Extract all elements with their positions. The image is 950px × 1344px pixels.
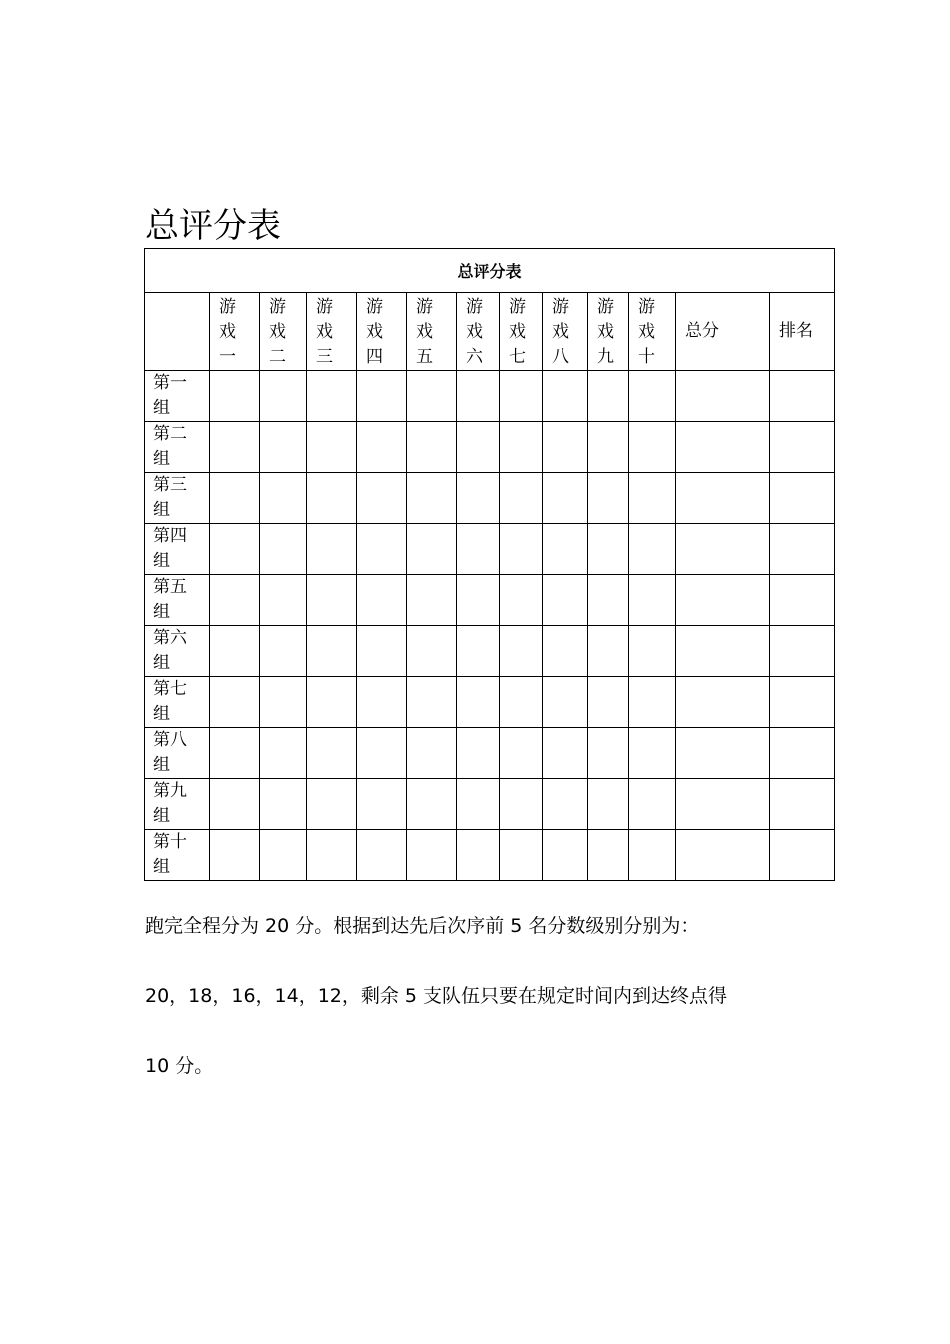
group-label: 第八组 — [153, 730, 187, 775]
score-cell[interactable] — [588, 524, 629, 575]
score-cell[interactable] — [357, 677, 407, 728]
score-cell[interactable] — [588, 830, 629, 881]
score-cell[interactable] — [500, 677, 543, 728]
score-cell[interactable] — [307, 830, 357, 881]
score-cell[interactable] — [543, 473, 588, 524]
score-cell[interactable] — [457, 677, 500, 728]
table-row — [145, 473, 835, 524]
score-cell[interactable] — [500, 728, 543, 779]
header-game-label: 游戏二 — [269, 297, 286, 367]
header-game-4 — [357, 293, 407, 371]
scoring-rule-line-1: 跑完全程分为 20 分。根据到达先后次序前 5 名分数级别分别为： — [145, 915, 700, 937]
score-cell[interactable] — [543, 626, 588, 677]
score-cell[interactable] — [770, 779, 835, 830]
header-game-6 — [457, 293, 500, 371]
group-label: 第四组 — [153, 526, 187, 571]
score-cell[interactable] — [357, 575, 407, 626]
header-game-label: 游戏六 — [466, 297, 483, 367]
score-table — [144, 248, 835, 881]
score-cell[interactable] — [770, 575, 835, 626]
score-cell[interactable] — [407, 830, 457, 881]
score-cell[interactable] — [676, 575, 770, 626]
score-cell[interactable] — [770, 524, 835, 575]
group-label-cell — [145, 779, 210, 830]
header-game-label: 游戏一 — [219, 297, 236, 367]
score-cell[interactable] — [543, 677, 588, 728]
score-cell[interactable] — [588, 728, 629, 779]
score-cell[interactable] — [407, 728, 457, 779]
score-cell[interactable] — [588, 779, 629, 830]
group-label: 第六组 — [153, 628, 187, 673]
score-cell[interactable] — [629, 677, 676, 728]
score-cell[interactable] — [357, 524, 407, 575]
score-cell[interactable] — [210, 371, 260, 422]
header-game-label: 游戏七 — [509, 297, 526, 367]
group-label: 第五组 — [153, 577, 187, 622]
score-cell[interactable] — [770, 830, 835, 881]
score-cell[interactable] — [543, 779, 588, 830]
table-row — [145, 677, 835, 728]
score-cell[interactable] — [210, 524, 260, 575]
score-cell[interactable] — [770, 473, 835, 524]
table-row — [145, 371, 835, 422]
score-cell[interactable] — [588, 575, 629, 626]
score-cell[interactable] — [260, 422, 307, 473]
table-row — [145, 830, 835, 881]
score-cell[interactable] — [407, 524, 457, 575]
table-row — [145, 575, 835, 626]
score-cell[interactable] — [260, 575, 307, 626]
score-cell[interactable] — [676, 524, 770, 575]
score-cell[interactable] — [500, 371, 543, 422]
score-cell[interactable] — [676, 830, 770, 881]
score-cell[interactable] — [307, 524, 357, 575]
score-cell[interactable] — [307, 422, 357, 473]
table-row — [145, 422, 835, 473]
document-heading: 总评分表 — [145, 206, 281, 246]
score-cell[interactable] — [210, 626, 260, 677]
header-game-9 — [588, 293, 629, 371]
score-cell[interactable] — [307, 677, 357, 728]
group-label: 第七组 — [153, 679, 187, 724]
score-cell[interactable] — [676, 677, 770, 728]
score-cell[interactable] — [629, 626, 676, 677]
score-cell[interactable] — [500, 779, 543, 830]
group-label-cell — [145, 830, 210, 881]
header-rank: 排名 — [770, 293, 835, 371]
score-cell[interactable] — [676, 779, 770, 830]
score-cell[interactable] — [307, 371, 357, 422]
header-game-label: 游戏三 — [316, 297, 333, 367]
score-cell[interactable] — [457, 830, 500, 881]
score-cell[interactable] — [210, 473, 260, 524]
score-cell[interactable] — [588, 626, 629, 677]
table-row — [145, 524, 835, 575]
score-cell[interactable] — [770, 677, 835, 728]
score-cell[interactable] — [676, 422, 770, 473]
header-game-label: 游戏四 — [366, 297, 383, 367]
header-game-3 — [307, 293, 357, 371]
score-cell[interactable] — [588, 473, 629, 524]
score-cell[interactable] — [676, 728, 770, 779]
score-cell[interactable] — [543, 371, 588, 422]
group-label-cell — [145, 626, 210, 677]
score-cell[interactable] — [629, 422, 676, 473]
table-row — [145, 626, 835, 677]
score-cell[interactable] — [457, 371, 500, 422]
score-cell[interactable] — [260, 830, 307, 881]
score-cell[interactable] — [457, 728, 500, 779]
score-cell[interactable] — [407, 473, 457, 524]
score-cell[interactable] — [629, 830, 676, 881]
score-cell[interactable] — [500, 830, 543, 881]
score-cell[interactable] — [357, 779, 407, 830]
score-cell[interactable] — [407, 422, 457, 473]
score-cell[interactable] — [543, 728, 588, 779]
score-cell[interactable] — [357, 728, 407, 779]
score-cell[interactable] — [210, 575, 260, 626]
header-game-label: 游戏五 — [416, 297, 433, 367]
score-cell[interactable] — [260, 626, 307, 677]
group-label-cell — [145, 422, 210, 473]
group-label-cell — [145, 524, 210, 575]
score-cell[interactable] — [629, 779, 676, 830]
header-total: 总分 — [676, 293, 770, 371]
score-cell[interactable] — [357, 422, 407, 473]
score-cell[interactable] — [500, 524, 543, 575]
score-cell[interactable] — [676, 626, 770, 677]
group-label: 第一组 — [153, 373, 187, 418]
score-cell[interactable] — [457, 575, 500, 626]
header-game-8 — [543, 293, 588, 371]
scoring-rule-line-3: 10 分。 — [145, 1055, 214, 1077]
score-cell[interactable] — [210, 779, 260, 830]
header-game-label: 游戏八 — [552, 297, 569, 367]
scoring-rule-line-2: 20，18，16，14，12，剩余 5 支队伍只要在规定时间内到达终点得 — [145, 985, 728, 1007]
score-cell[interactable] — [407, 371, 457, 422]
score-cell[interactable] — [260, 728, 307, 779]
header-game-label: 游戏九 — [597, 297, 614, 367]
score-cell[interactable] — [629, 728, 676, 779]
score-cell[interactable] — [500, 575, 543, 626]
score-cell[interactable] — [588, 371, 629, 422]
score-cell[interactable] — [260, 524, 307, 575]
score-cell[interactable] — [543, 524, 588, 575]
score-cell[interactable] — [457, 524, 500, 575]
table-caption: 总评分表 — [145, 249, 835, 293]
score-cell[interactable] — [588, 422, 629, 473]
score-cell[interactable] — [357, 626, 407, 677]
score-cell[interactable] — [307, 575, 357, 626]
score-cell[interactable] — [676, 473, 770, 524]
score-cell[interactable] — [629, 473, 676, 524]
score-cell[interactable] — [407, 626, 457, 677]
score-cell[interactable] — [260, 473, 307, 524]
header-game-1 — [210, 293, 260, 371]
score-cell[interactable] — [629, 371, 676, 422]
corner-cell — [145, 293, 210, 371]
score-cell[interactable] — [543, 422, 588, 473]
score-cell[interactable] — [500, 422, 543, 473]
score-cell[interactable] — [210, 422, 260, 473]
score-cell[interactable] — [357, 473, 407, 524]
group-label-cell — [145, 473, 210, 524]
score-cell[interactable] — [770, 371, 835, 422]
table-row — [145, 728, 835, 779]
score-cell[interactable] — [407, 575, 457, 626]
score-cell[interactable] — [357, 371, 407, 422]
group-label-cell — [145, 371, 210, 422]
header-game-2 — [260, 293, 307, 371]
header-game-7 — [500, 293, 543, 371]
score-cell[interactable] — [457, 473, 500, 524]
score-cell[interactable] — [543, 830, 588, 881]
score-cell[interactable] — [457, 779, 500, 830]
score-cell[interactable] — [307, 473, 357, 524]
score-cell[interactable] — [210, 830, 260, 881]
score-cell[interactable] — [307, 728, 357, 779]
group-label-cell — [145, 575, 210, 626]
score-cell[interactable] — [307, 779, 357, 830]
score-cell[interactable] — [407, 677, 457, 728]
score-cell[interactable] — [676, 371, 770, 422]
score-cell[interactable] — [357, 830, 407, 881]
score-cell[interactable] — [260, 779, 307, 830]
header-game-label: 游戏十 — [638, 297, 655, 367]
score-cell[interactable] — [770, 728, 835, 779]
score-cell[interactable] — [210, 728, 260, 779]
score-cell[interactable] — [260, 371, 307, 422]
group-label: 第三组 — [153, 475, 187, 520]
caption-row — [145, 249, 835, 293]
score-cell[interactable] — [588, 677, 629, 728]
score-cell[interactable] — [307, 626, 357, 677]
score-cell[interactable] — [770, 422, 835, 473]
score-cell[interactable] — [457, 422, 500, 473]
score-cell[interactable] — [260, 677, 307, 728]
score-cell[interactable] — [770, 626, 835, 677]
score-cell[interactable] — [500, 473, 543, 524]
group-label-cell — [145, 728, 210, 779]
score-cell[interactable] — [543, 575, 588, 626]
group-label: 第九组 — [153, 781, 187, 826]
score-cell[interactable] — [407, 779, 457, 830]
group-label: 第二组 — [153, 424, 187, 469]
score-cell[interactable] — [210, 677, 260, 728]
group-label-cell — [145, 677, 210, 728]
score-cell[interactable] — [457, 626, 500, 677]
table-row — [145, 779, 835, 830]
score-cell[interactable] — [500, 626, 543, 677]
group-label: 第十组 — [153, 832, 187, 877]
header-row — [145, 293, 835, 371]
score-cell[interactable] — [629, 575, 676, 626]
header-game-5 — [407, 293, 457, 371]
score-cell[interactable] — [629, 524, 676, 575]
header-game-10 — [629, 293, 676, 371]
